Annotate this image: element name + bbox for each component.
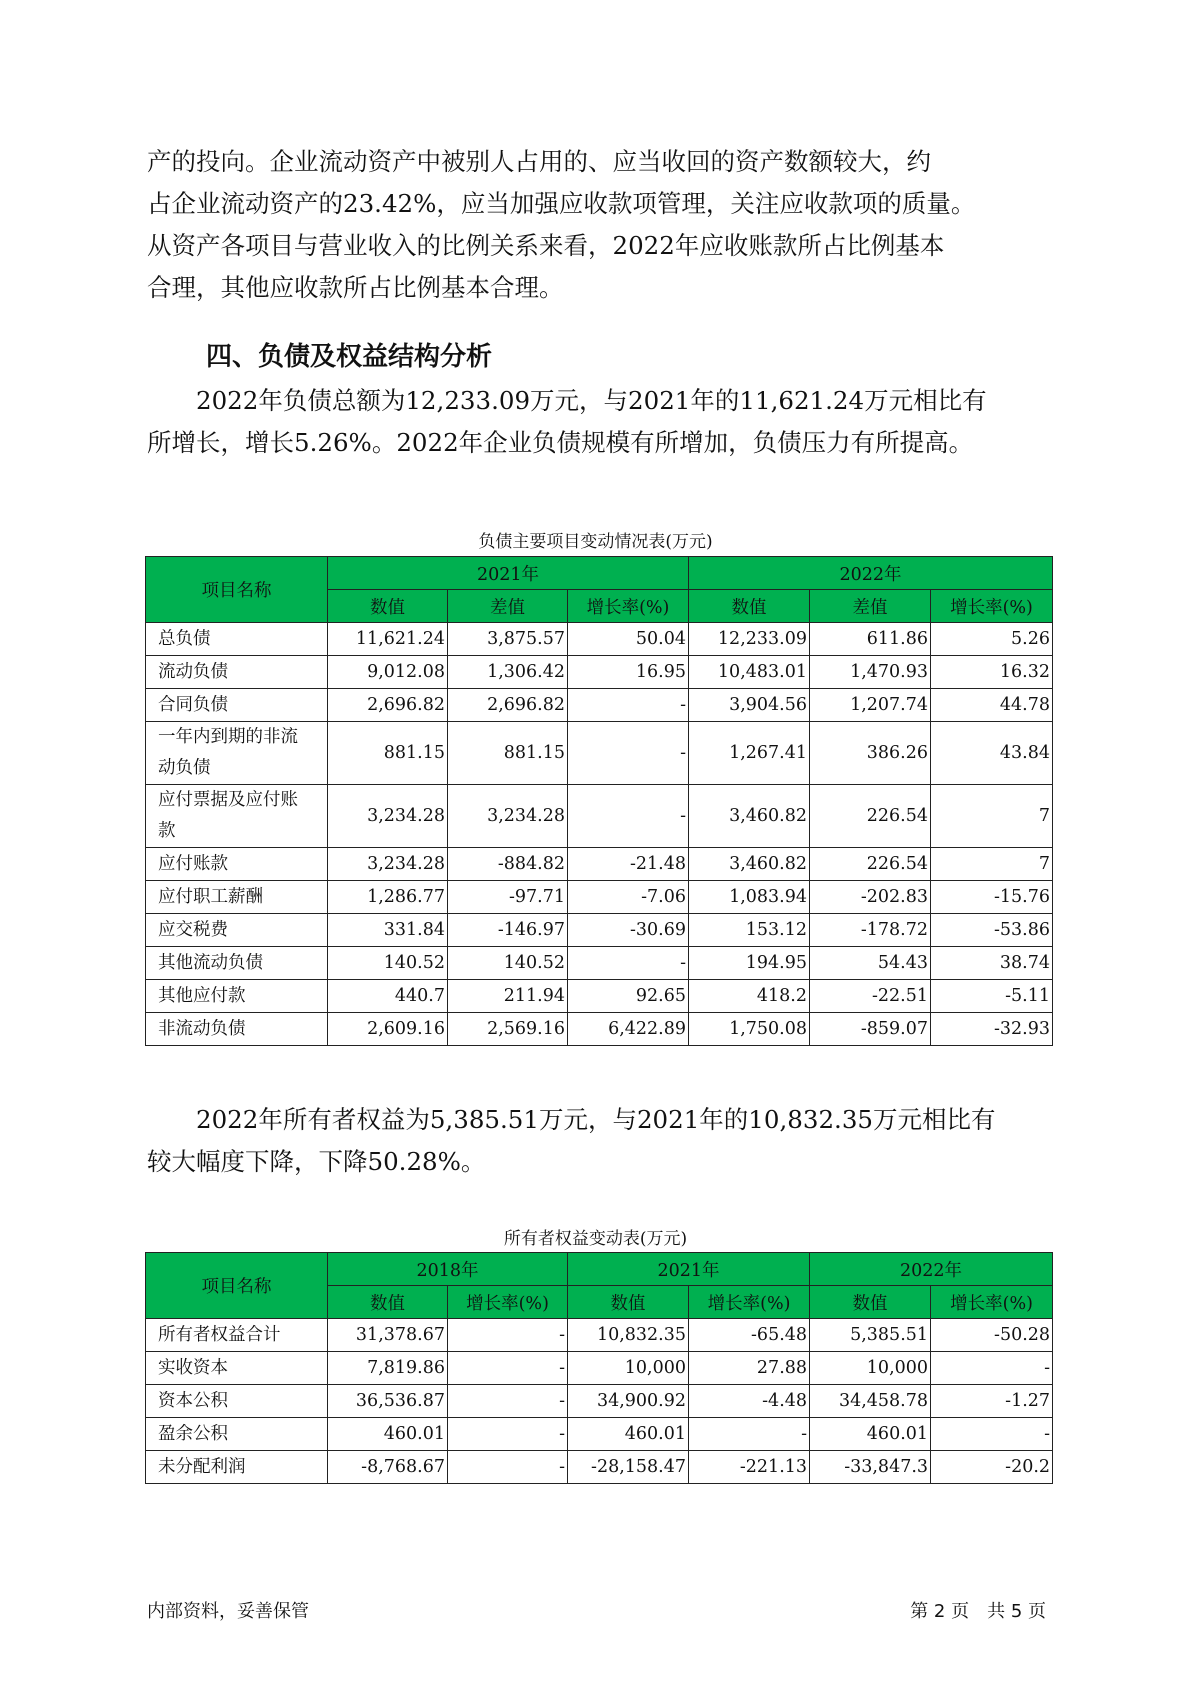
table-cell: 7 (931, 785, 1053, 848)
row-label (146, 881, 328, 914)
table-cell: - (448, 1319, 568, 1352)
table-row (146, 1418, 1053, 1451)
table-cell: -65.48 (689, 1319, 810, 1352)
row-label (146, 689, 328, 722)
table-cell: 418.2 (689, 980, 810, 1013)
table-row (146, 1352, 1053, 1385)
table-cell: -5.11 (931, 980, 1053, 1013)
table-cell: -50.28 (931, 1319, 1053, 1352)
table-cell: 226.54 (810, 848, 931, 881)
text-line: 所增长，增长5.26%。2022年企业负债规模有所增加，负债压力有所提高。 (147, 428, 974, 457)
footer-page-number: 第 2 页 共 5 页 (910, 1601, 1046, 1622)
table-cell: -20.2 (931, 1451, 1053, 1484)
table-cell: 3,234.28 (328, 848, 448, 881)
table-cell: 140.52 (328, 947, 448, 980)
row-label-text: 应付票据及应付账 (158, 790, 298, 810)
table-cell: 2,569.16 (448, 1013, 568, 1046)
table-cell: 10,000 (568, 1352, 689, 1385)
table-cell: 1,083.94 (689, 881, 810, 914)
table-cell: -1.27 (931, 1385, 1053, 1418)
row-label (146, 623, 328, 656)
table-cell: 16.32 (931, 656, 1053, 689)
header-year: 2022年 (689, 557, 1053, 590)
table-cell: -53.86 (931, 914, 1053, 947)
table-row (146, 623, 1053, 656)
table-cell: 34,900.92 (568, 1385, 689, 1418)
table-cell: - (931, 1352, 1053, 1385)
text-line: 产的投向。企业流动资产中被别人占用的、应当收回的资产数额较大，约 (147, 147, 931, 176)
row-label (146, 980, 328, 1013)
footer-confidential-note: 内部资料，妥善保管 (147, 1601, 309, 1622)
table-cell: 54.43 (810, 947, 931, 980)
table-cell: 881.15 (448, 722, 568, 785)
equity-table-caption: 所有者权益变动表(万元) (503, 1229, 688, 1249)
table-cell: - (568, 689, 689, 722)
row-label (146, 1352, 328, 1385)
equity-table (145, 1252, 1053, 1484)
table-cell: 153.12 (689, 914, 810, 947)
row-label-text: 实收资本 (158, 1357, 228, 1378)
table-cell: -7.06 (568, 881, 689, 914)
table-cell: 194.95 (689, 947, 810, 980)
table-cell: 10,483.01 (689, 656, 810, 689)
table-cell: - (568, 785, 689, 848)
header-value: 数值 (689, 590, 810, 623)
table-cell: 12,233.09 (689, 623, 810, 656)
table-cell: 10,832.35 (568, 1319, 689, 1352)
row-label (146, 914, 328, 947)
header-difference: 差值 (448, 590, 568, 623)
table-cell: 92.65 (568, 980, 689, 1013)
header-item-name: 项目名称 (146, 1253, 328, 1319)
table-row (146, 689, 1053, 722)
text-line: 2022年负债总额为12,233.09万元，与2021年的11,621.24万元相比有 (147, 386, 987, 415)
header-growth-rate: 增长率(%) (931, 590, 1053, 623)
table-cell: - (448, 1385, 568, 1418)
row-label-text: 应付职工薪酬 (158, 886, 263, 907)
table-cell: -146.97 (448, 914, 568, 947)
row-label (146, 1319, 328, 1352)
header-year: 2021年 (568, 1253, 810, 1286)
table-row (146, 914, 1053, 947)
table-cell: 1,286.77 (328, 881, 448, 914)
table-cell: -15.76 (931, 881, 1053, 914)
header-year: 2022年 (810, 1253, 1053, 1286)
table-cell: 226.54 (810, 785, 931, 848)
table-cell: - (448, 1418, 568, 1451)
row-label-text: 流动负债 (158, 661, 228, 682)
table-cell: 1,306.42 (448, 656, 568, 689)
row-label (146, 848, 328, 881)
liability-table-caption: 负债主要项目变动情况表(万元) (478, 532, 713, 552)
table-cell: -28,158.47 (568, 1451, 689, 1484)
table-cell: 34,458.78 (810, 1385, 931, 1418)
table-cell: -32.93 (931, 1013, 1053, 1046)
table-cell: -4.48 (689, 1385, 810, 1418)
table-cell: -30.69 (568, 914, 689, 947)
header-item-name: 项目名称 (146, 557, 328, 623)
equity-paragraph (147, 1099, 1047, 1183)
table-cell: 5.26 (931, 623, 1053, 656)
table-cell: 50.04 (568, 623, 689, 656)
table-row (146, 722, 1053, 785)
header-difference: 差值 (810, 590, 931, 623)
table-cell: -8,768.67 (328, 1451, 448, 1484)
table-cell: 1,470.93 (810, 656, 931, 689)
row-label (146, 1385, 328, 1418)
table-cell: 2,609.16 (328, 1013, 448, 1046)
table-cell: 3,234.28 (448, 785, 568, 848)
table-cell: 1,750.08 (689, 1013, 810, 1046)
table-cell: 460.01 (810, 1418, 931, 1451)
table-cell: 11,621.24 (328, 623, 448, 656)
table-row (146, 947, 1053, 980)
liability-paragraph (147, 380, 1047, 464)
text-line: 占企业流动资产的23.42%，应当加强应收款项管理，关注应收款项的质量。 (147, 189, 976, 218)
table-cell: - (448, 1451, 568, 1484)
table-cell: 16.95 (568, 656, 689, 689)
row-label (146, 947, 328, 980)
row-label-text: 资本公积 (158, 1390, 228, 1411)
table-cell: 386.26 (810, 722, 931, 785)
row-label-text: 应交税费 (158, 919, 228, 940)
row-label-text: 应付账款 (158, 853, 228, 874)
table-cell: 1,207.74 (810, 689, 931, 722)
table-cell: 331.84 (328, 914, 448, 947)
table-cell: 1,267.41 (689, 722, 810, 785)
table-cell: -202.83 (810, 881, 931, 914)
row-label-text: 所有者权益合计 (158, 1324, 281, 1345)
table-cell: 3,460.82 (689, 848, 810, 881)
table-row (146, 980, 1053, 1013)
row-label-text: 其他应付款 (158, 985, 246, 1006)
table-cell: -97.71 (448, 881, 568, 914)
text-line: 从资产各项目与营业收入的比例关系来看，2022年应收账款所占比例基本 (147, 231, 945, 260)
table-cell: 6,422.89 (568, 1013, 689, 1046)
table-cell: -33,847.3 (810, 1451, 931, 1484)
row-label-text: 合同负债 (158, 694, 228, 715)
table-cell: 27.88 (689, 1352, 810, 1385)
table-cell: 881.15 (328, 722, 448, 785)
table-row (146, 1013, 1053, 1046)
table-row (146, 1451, 1053, 1484)
row-label (146, 1013, 328, 1046)
text-line: 2022年所有者权益为5,385.51万元，与2021年的10,832.35万元相比有 (147, 1105, 996, 1134)
intro-paragraph (147, 141, 1047, 309)
table-cell: -22.51 (810, 980, 931, 1013)
table-cell: 44.78 (931, 689, 1053, 722)
table-cell: 3,460.82 (689, 785, 810, 848)
table-cell: 3,234.28 (328, 785, 448, 848)
table-cell: -178.72 (810, 914, 931, 947)
table-cell: - (931, 1418, 1053, 1451)
row-label-text: 未分配利润 (158, 1456, 246, 1477)
header-growth-rate: 增长率(%) (931, 1286, 1053, 1319)
row-label-text: 非流动负债 (158, 1018, 246, 1039)
table-cell: 140.52 (448, 947, 568, 980)
row-label-text: 一年内到期的非流 (158, 727, 298, 747)
row-label (146, 1451, 328, 1484)
table-row (146, 1319, 1053, 1352)
header-year: 2021年 (328, 557, 689, 590)
table-cell: - (448, 1352, 568, 1385)
table-cell: 7 (931, 848, 1053, 881)
table-cell: 211.94 (448, 980, 568, 1013)
table-cell: 2,696.82 (448, 689, 568, 722)
liability-table (145, 556, 1053, 1046)
table-cell: 3,875.57 (448, 623, 568, 656)
table-row (146, 848, 1053, 881)
table-cell: 36,536.87 (328, 1385, 448, 1418)
header-growth-rate: 增长率(%) (448, 1286, 568, 1319)
header-year: 2018年 (328, 1253, 568, 1286)
row-label-text: 动负债 (158, 758, 211, 778)
table-row (146, 785, 1053, 848)
header-value: 数值 (328, 1286, 448, 1319)
table-cell: 460.01 (328, 1418, 448, 1451)
header-value: 数值 (568, 1286, 689, 1319)
table-cell: 5,385.51 (810, 1319, 931, 1352)
table-cell: 3,904.56 (689, 689, 810, 722)
table-cell: -859.07 (810, 1013, 931, 1046)
header-growth-rate: 增长率(%) (689, 1286, 810, 1319)
row-label (146, 1418, 328, 1451)
row-label-text: 款 (158, 821, 176, 841)
header-growth-rate: 增长率(%) (568, 590, 689, 623)
table-cell: -221.13 (689, 1451, 810, 1484)
row-label (146, 722, 328, 785)
table-cell: -884.82 (448, 848, 568, 881)
table-cell: 9,012.08 (328, 656, 448, 689)
table-cell: - (689, 1418, 810, 1451)
table-cell: 611.86 (810, 623, 931, 656)
table-row (146, 881, 1053, 914)
row-label-text: 其他流动负债 (158, 952, 263, 973)
table-cell: 2,696.82 (328, 689, 448, 722)
text-line: 较大幅度下降，下降50.28%。 (147, 1147, 486, 1176)
table-row (146, 1385, 1053, 1418)
header-value: 数值 (810, 1286, 931, 1319)
header-value: 数值 (328, 590, 448, 623)
section-heading: 四、负债及权益结构分析 (206, 342, 493, 372)
table-cell: - (568, 722, 689, 785)
row-label-text: 盈余公积 (158, 1423, 228, 1444)
table-cell: 43.84 (931, 722, 1053, 785)
table-cell: 10,000 (810, 1352, 931, 1385)
row-label-text: 总负债 (158, 628, 211, 649)
table-cell: 460.01 (568, 1418, 689, 1451)
table-row (146, 656, 1053, 689)
text-line: 合理，其他应收款所占比例基本合理。 (147, 273, 564, 302)
table-cell: 7,819.86 (328, 1352, 448, 1385)
row-label (146, 785, 328, 848)
table-cell: - (568, 947, 689, 980)
row-label (146, 656, 328, 689)
table-cell: 440.7 (328, 980, 448, 1013)
table-cell: 38.74 (931, 947, 1053, 980)
table-cell: 31,378.67 (328, 1319, 448, 1352)
table-cell: -21.48 (568, 848, 689, 881)
